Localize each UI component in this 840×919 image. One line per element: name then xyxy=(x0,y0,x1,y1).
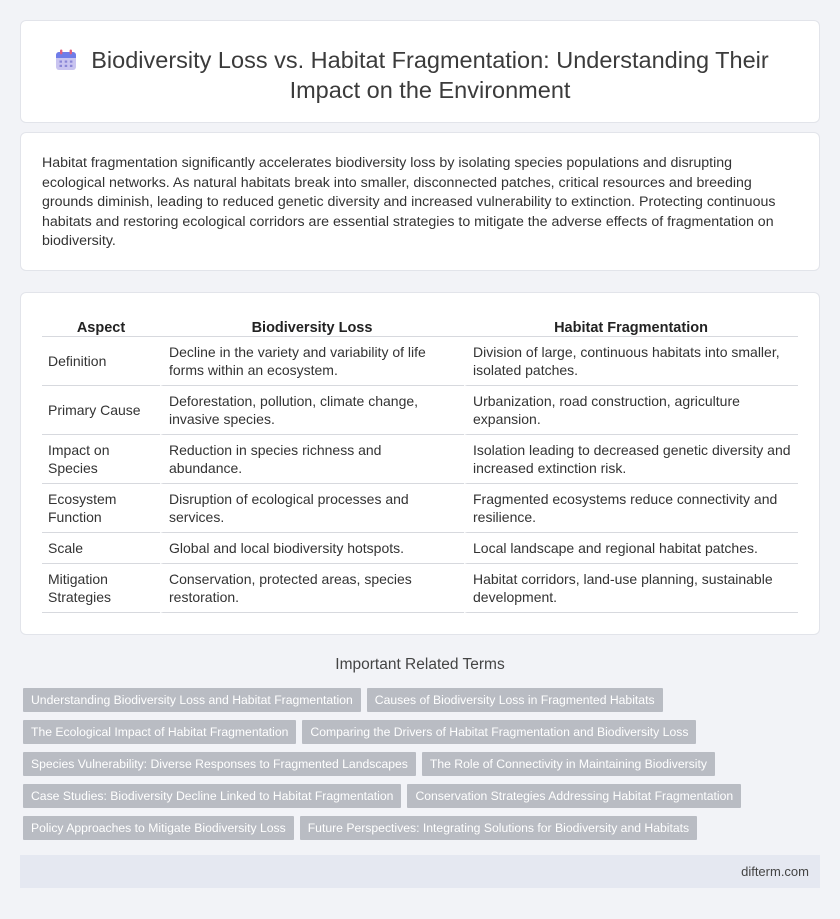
comparison-table xyxy=(42,317,798,613)
row-biodiversity-loss: Decline in the variety and variability of life forms within an ecosystem. xyxy=(160,337,464,386)
row-biodiversity-loss: Reduction in species richness and abundance. xyxy=(160,435,464,484)
related-term-link[interactable]: Policy Approaches to Mitigate Biodiversity Loss xyxy=(23,816,294,840)
page-title: Biodiversity Loss vs. Habitat Fragmentation: Understanding Their Impact on the Environment xyxy=(91,47,769,103)
table-row xyxy=(42,386,798,435)
row-biodiversity-loss: Conservation, protected areas, species restoration. xyxy=(160,564,464,613)
row-aspect: Ecosystem Function xyxy=(42,484,160,533)
row-biodiversity-loss: Disruption of ecological processes and services. xyxy=(160,484,464,533)
related-term-link[interactable]: The Ecological Impact of Habitat Fragmentation xyxy=(23,720,296,744)
table-row xyxy=(42,533,798,564)
row-habitat-fragmentation: Urbanization, road construction, agriculture expansion. xyxy=(464,386,798,435)
related-term-link[interactable]: Future Perspectives: Integrating Solutions for Biodiversity and Habitats xyxy=(300,816,697,840)
row-habitat-fragmentation: Habitat corridors, land-use planning, sustainable development. xyxy=(464,564,798,613)
column-header-aspect: Aspect xyxy=(42,317,160,337)
table-row xyxy=(42,484,798,533)
related-term-link[interactable]: Comparing the Drivers of Habitat Fragmentation and Biodiversity Loss xyxy=(302,720,696,744)
related-term-link[interactable]: Causes of Biodiversity Loss in Fragmented Habitats xyxy=(367,688,663,712)
related-terms-list xyxy=(23,688,803,848)
row-aspect: Definition xyxy=(42,337,160,386)
row-habitat-fragmentation: Division of large, continuous habitats into smaller, isolated patches. xyxy=(464,337,798,386)
related-term-link[interactable]: Understanding Biodiversity Loss and Habitat Fragmentation xyxy=(23,688,361,712)
table-row xyxy=(42,564,798,613)
footer-site-link[interactable]: difterm.com xyxy=(741,864,809,879)
related-term-link[interactable]: Case Studies: Biodiversity Decline Linked to Habitat Fragmentation xyxy=(23,784,401,808)
related-term-link[interactable]: Conservation Strategies Addressing Habitat Fragmentation xyxy=(407,784,741,808)
row-aspect: Scale xyxy=(42,533,160,564)
row-habitat-fragmentation: Fragmented ecosystems reduce connectivity and resilience. xyxy=(464,484,798,533)
related-terms-heading: Important Related Terms xyxy=(335,656,505,673)
row-habitat-fragmentation: Local landscape and regional habitat patches. xyxy=(464,533,798,564)
table-header-row xyxy=(42,317,798,337)
intro-card xyxy=(20,132,820,271)
row-biodiversity-loss: Global and local biodiversity hotspots. xyxy=(160,533,464,564)
row-biodiversity-loss: Deforestation, pollution, climate change, invasive species. xyxy=(160,386,464,435)
table-row xyxy=(42,337,798,386)
column-header-biodiversity-loss: Biodiversity Loss xyxy=(160,317,464,337)
column-header-habitat-fragmentation: Habitat Fragmentation xyxy=(464,317,798,337)
footer xyxy=(20,855,820,888)
comparison-table-card xyxy=(20,292,820,635)
intro-paragraph: Habitat fragmentation significantly accelerates biodiversity loss by isolating species populations and disrupting ecological networks. As natural habitats break into smaller, disconnected patches, critical resources and breeding grounds diminish, leading to reduced genetic diversity and increased vulnerability to extinction. Protecting continuous habitats and restoring ecological corridors are essential strategies to mitigate the adverse effects of fragmentation on biodiversity. xyxy=(42,155,776,250)
row-aspect: Mitigation Strategies xyxy=(42,564,160,613)
title-card xyxy=(20,20,820,123)
row-aspect: Primary Cause xyxy=(42,386,160,435)
row-habitat-fragmentation: Isolation leading to decreased genetic diversity and increased extinction risk. xyxy=(464,435,798,484)
related-term-link[interactable]: Species Vulnerability: Diverse Responses to Fragmented Landscapes xyxy=(23,752,416,776)
table-row xyxy=(42,435,798,484)
row-aspect: Impact on Species xyxy=(42,435,160,484)
related-term-link[interactable]: The Role of Connectivity in Maintaining Biodiversity xyxy=(422,752,715,776)
